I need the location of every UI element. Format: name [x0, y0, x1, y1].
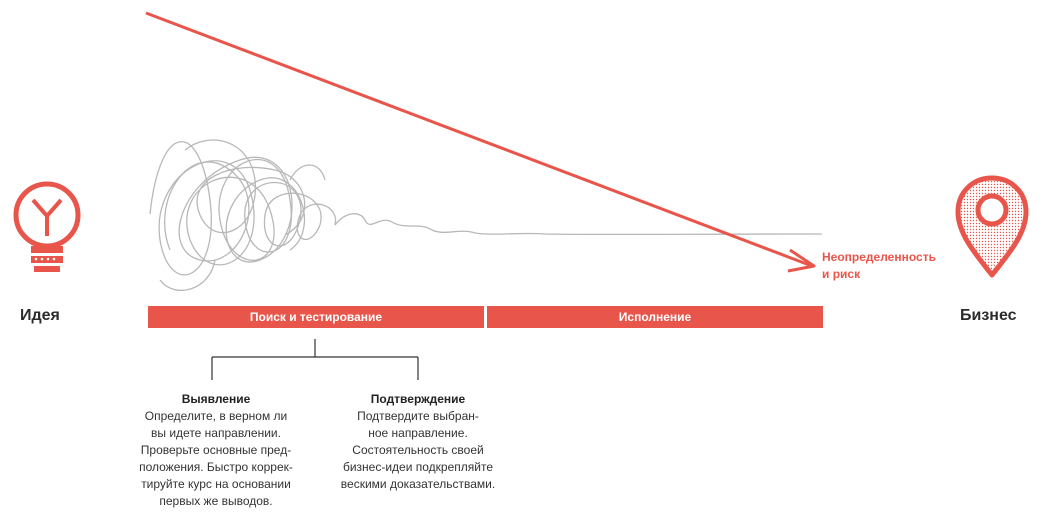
bracket-connector — [212, 339, 418, 380]
business-label: Бизнес — [960, 307, 1017, 324]
step-text-line: положения. Быстро коррек- — [139, 460, 293, 474]
step-text-line: тируйте курс на основании — [141, 477, 291, 491]
step-title: Подтверждение — [370, 392, 466, 406]
step-text-line: Подтвердите выбран- — [357, 409, 479, 423]
step-text-line: бизнес-идеи подкрепляйте — [342, 460, 494, 474]
uncertainty-label-line1: Неопределенность — [822, 250, 936, 264]
step-validation — [318, 391, 518, 493]
map-pin-icon — [958, 178, 1026, 275]
scribble-path — [150, 140, 822, 290]
step-text-line: Определите, в верном ли — [144, 409, 288, 423]
step-text-line: ное направление. — [368, 426, 468, 440]
step-text-line: Состоятельность своей — [352, 443, 484, 457]
uncertainty-label-line2: и риск — [822, 267, 861, 281]
step-text-line: вы идете направлении. — [151, 426, 281, 440]
uncertainty-label — [822, 249, 936, 283]
phase-bar-search-testing: Поиск и тестирование — [148, 306, 484, 328]
idea-label: Идея — [20, 307, 60, 324]
step-discovery — [116, 391, 316, 510]
step-text-line: Проверьте основные пред- — [140, 443, 292, 457]
step-text-line: вескими доказательствами. — [340, 477, 496, 491]
step-text-line: первых же выводов. — [159, 494, 273, 508]
phase-bar-execution: Исполнение — [487, 306, 823, 328]
step-title: Выявление — [181, 392, 251, 406]
lightbulb-icon — [16, 184, 78, 272]
uncertainty-arrow — [146, 13, 814, 271]
